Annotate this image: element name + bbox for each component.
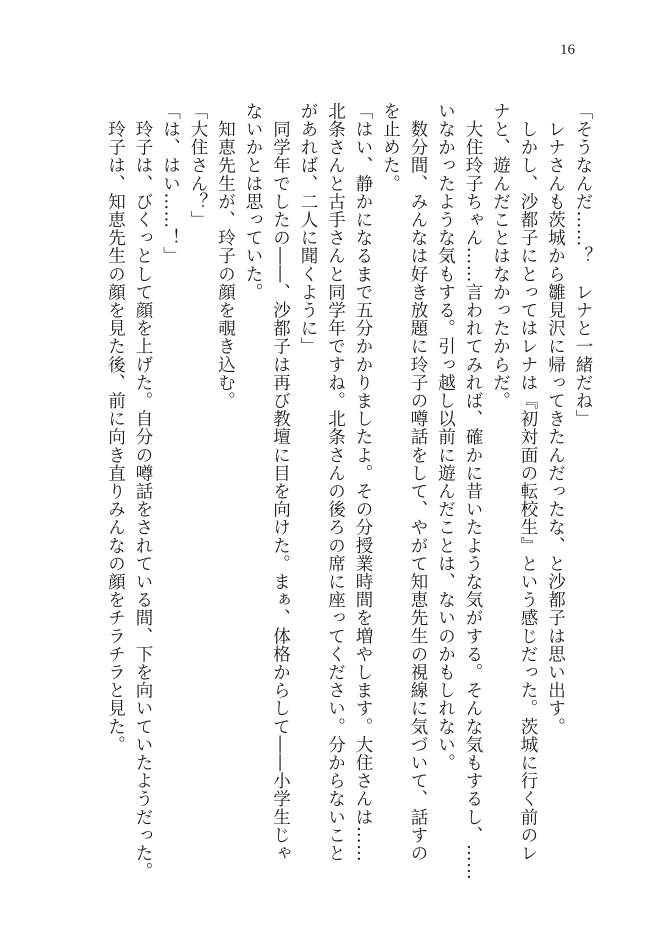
text-line: 知恵先生が、玲子の顔を覗き込む。 bbox=[215, 102, 236, 410]
text-line: があれば、二人に聞くように」 bbox=[298, 102, 318, 356]
text-line: しかし、沙都子にとってはレナは『初対面の転校生』という感じだった。茨城に行く前のレ bbox=[518, 102, 538, 863]
text-line: ナと、遊んだことはなかったからだ。 bbox=[490, 102, 511, 410]
text-line: 数分間、みんなは好き放題に玲子の噂話をして、やがて知恵先生の視線に気づいて、話すの bbox=[408, 102, 428, 863]
text-line: 玲子は、びくっとして顔を上げた。自分の噂話をされている間、下を向いていたようだった。 bbox=[133, 102, 153, 881]
text-line: を止めた。 bbox=[380, 102, 401, 193]
text-line: 「大住さん？」 bbox=[188, 102, 208, 229]
text-line: 「そうなんだ……？ レナと一緒だね」 bbox=[573, 102, 593, 428]
page-number: 16 bbox=[560, 42, 575, 58]
text-line: 「は、はい……！」 bbox=[160, 102, 181, 265]
text-line: いなかったような気もする。引っ越し以前に遊んだことは、ないのかもしれない。 bbox=[435, 102, 456, 772]
text-line: 同学年でしたの――、沙都子は再び教壇に目を向けた。まぁ、体格からして――小学生じゃ bbox=[270, 102, 291, 863]
text-line: 大住玲子ちゃん……言われてみれば、確かに昔いたような気がする。そんな気もするし、…… bbox=[463, 102, 483, 881]
body-text bbox=[101, 102, 596, 902]
text-line: 「はい、静かになるまで五分かかりましたよ。その分授業時間を増やします。大住さんは…… bbox=[353, 102, 373, 863]
text-line: 北条さんと古手さんと同学年ですね。北条さんの後ろの席に座ってください。分からないこと bbox=[325, 102, 346, 863]
text-line: ないかとは思っていた。 bbox=[243, 102, 263, 302]
text-line: 玲子は、知恵先生の顔を見た後、前に向き直りみんなの顔をチラチラと見た。 bbox=[105, 102, 126, 754]
text-line: レナさんも茨城から雛見沢に帰ってきたんだったな、と沙都子は思い出す。 bbox=[545, 102, 566, 736]
